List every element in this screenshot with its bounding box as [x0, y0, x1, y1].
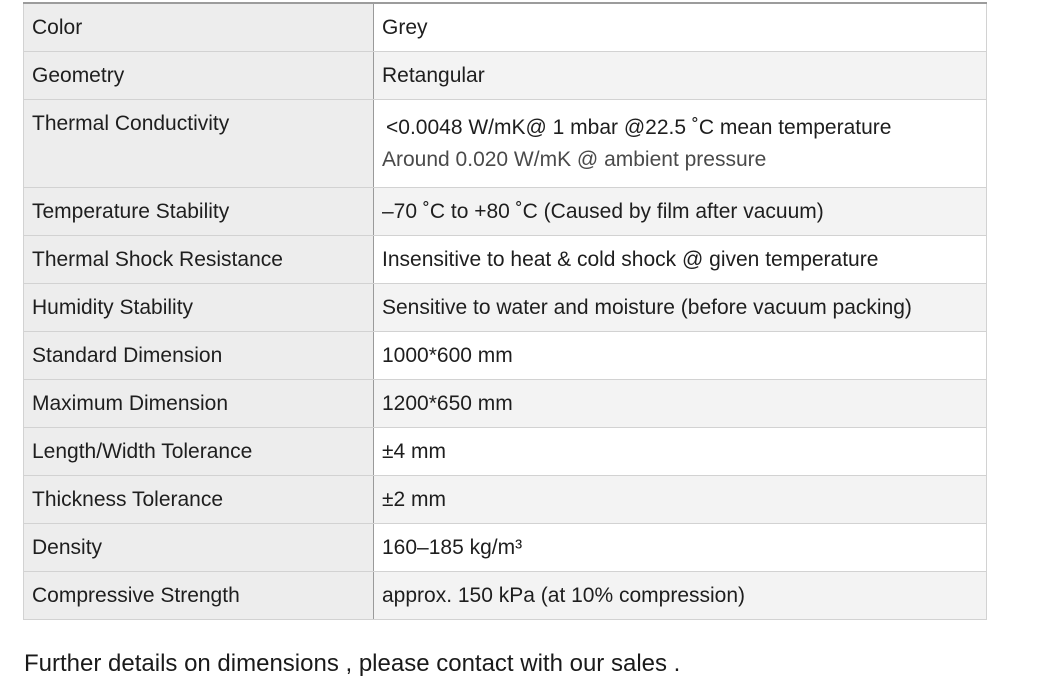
table-row [24, 524, 987, 572]
spec-value: 1200*650 mm [374, 380, 987, 428]
table-row [24, 3, 987, 52]
spec-value: Retangular [374, 52, 987, 100]
table-row [24, 284, 987, 332]
footer-note: Further details on dimensions , please contact with our sales . [24, 650, 681, 677]
spec-label [24, 100, 374, 188]
spec-value: 160–185 kg/m³ [374, 524, 987, 572]
spec-label: Compressive Strength [24, 572, 374, 620]
spec-label: Thickness Tolerance [24, 476, 374, 524]
spec-value: 1000*600 mm [374, 332, 987, 380]
table-row [24, 332, 987, 380]
spec-value-line-1: <0.0048 W/mK@ 1 mbar @22.5 ˚C mean temperature [386, 115, 892, 139]
spec-label: Temperature Stability [24, 188, 374, 236]
table-row [24, 100, 987, 188]
spec-value: ±2 mm [374, 476, 987, 524]
spec-label: Standard Dimension [24, 332, 374, 380]
table-row [24, 236, 987, 284]
spec-label: Density [24, 524, 374, 572]
spec-value [374, 100, 987, 188]
spec-label: Geometry [24, 52, 374, 100]
spec-value: ±4 mm [374, 428, 987, 476]
table-row [24, 380, 987, 428]
spec-value: –70 ˚C to +80 ˚C (Caused by film after vacuum) [374, 188, 987, 236]
spec-value: Grey [374, 3, 987, 52]
spec-value: approx. 150 kPa (at 10% compression) [374, 572, 987, 620]
spec-value: Sensitive to water and moisture (before vacuum packing) [374, 284, 987, 332]
spec-label-text: Thermal Conductivity [32, 112, 230, 135]
table-row [24, 572, 987, 620]
spec-label: Maximum Dimension [24, 380, 374, 428]
table-row [24, 52, 987, 100]
table-row [24, 476, 987, 524]
table-row [24, 428, 987, 476]
spec-label: Humidity Stability [24, 284, 374, 332]
table-row [24, 188, 987, 236]
spec-table [23, 2, 987, 620]
spec-label: Thermal Shock Resistance [24, 236, 374, 284]
spec-value: Insensitive to heat & cold shock @ given temperature [374, 236, 987, 284]
spec-label: Color [24, 3, 374, 52]
spec-value-line-2: Around 0.020 W/mK @ ambient pressure [382, 147, 767, 171]
spec-label: Length/Width Tolerance [24, 428, 374, 476]
